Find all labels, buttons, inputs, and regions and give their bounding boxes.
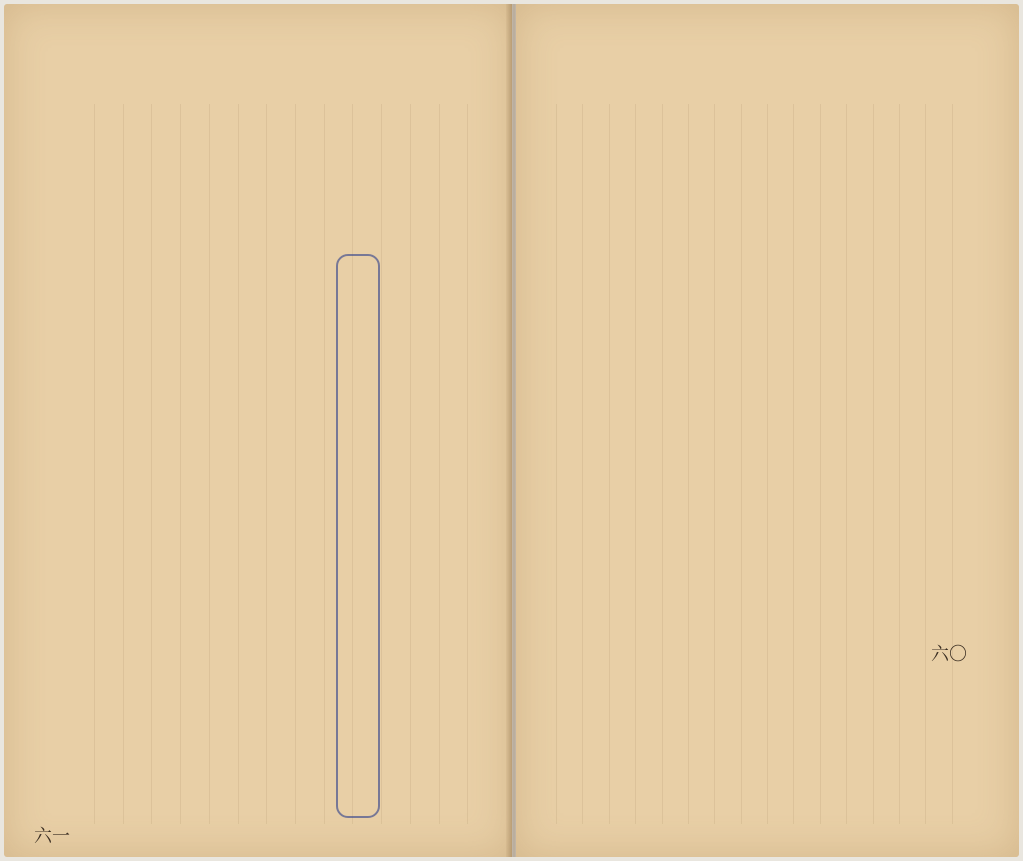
text-column [295, 104, 317, 824]
left-page-text-columns [94, 104, 489, 824]
text-column [767, 104, 786, 824]
text-column [151, 104, 173, 824]
text-column [846, 104, 865, 824]
text-column [582, 104, 601, 824]
text-column [688, 104, 707, 824]
text-column [635, 104, 654, 824]
right-page [516, 4, 1019, 857]
text-column [238, 104, 260, 824]
text-column [741, 104, 760, 824]
text-column [209, 104, 231, 824]
text-column [714, 104, 733, 824]
text-column [952, 104, 971, 824]
text-column [609, 104, 628, 824]
text-column [467, 104, 489, 824]
text-column [266, 104, 288, 824]
pen-annotation-mark [336, 254, 380, 818]
text-column [899, 104, 918, 824]
text-column [820, 104, 839, 824]
text-column [793, 104, 812, 824]
text-column [180, 104, 202, 824]
page-number: 六一 [34, 826, 70, 847]
right-page-text-columns [556, 104, 971, 824]
left-page [4, 4, 512, 857]
text-column [925, 104, 944, 824]
text-column [94, 104, 116, 824]
text-column [381, 104, 403, 824]
text-column [662, 104, 681, 824]
text-column [123, 104, 145, 824]
text-column [556, 104, 575, 824]
text-column [873, 104, 892, 824]
page-number: 六〇 [931, 644, 967, 665]
text-column [410, 104, 432, 824]
text-column [439, 104, 461, 824]
